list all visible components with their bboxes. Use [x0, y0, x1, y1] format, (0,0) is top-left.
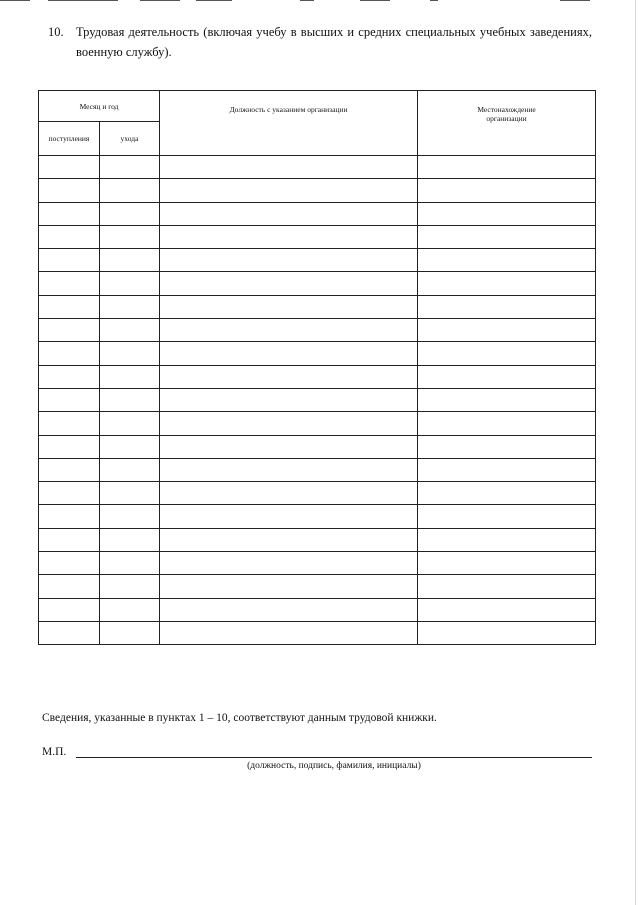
table-cell[interactable] [160, 365, 418, 388]
table-cell[interactable] [160, 156, 418, 179]
table-row [39, 295, 596, 318]
table-cell[interactable] [100, 458, 160, 481]
table-cell[interactable] [100, 435, 160, 458]
table-cell[interactable] [160, 621, 418, 644]
table-cell[interactable] [39, 621, 100, 644]
table-cell[interactable] [100, 552, 160, 575]
table-cell[interactable] [418, 575, 596, 598]
employment-table [38, 90, 596, 645]
table-row [39, 412, 596, 435]
table-cell[interactable] [418, 365, 596, 388]
header-location [418, 91, 596, 156]
table-cell[interactable] [160, 388, 418, 411]
item-number: 10. [48, 25, 64, 39]
table-cell[interactable] [39, 435, 100, 458]
confirmation-text: Сведения, указанные в пунктах 1 – 10, соответствуют данным трудовой книжки. [42, 712, 437, 724]
table-row [39, 552, 596, 575]
table-row [39, 272, 596, 295]
table-cell[interactable] [418, 319, 596, 342]
table-cell[interactable] [160, 552, 418, 575]
table-cell[interactable] [418, 295, 596, 318]
header-exit: ухода [100, 122, 160, 156]
table-row [39, 598, 596, 621]
table-cell[interactable] [418, 202, 596, 225]
table-cell[interactable] [418, 621, 596, 644]
header-month-year: Месяц и год [39, 91, 160, 122]
table-cell[interactable] [160, 272, 418, 295]
table-cell[interactable] [160, 319, 418, 342]
table-cell[interactable] [39, 319, 100, 342]
table-cell[interactable] [100, 319, 160, 342]
table-cell[interactable] [100, 388, 160, 411]
header-entry: поступления [39, 122, 100, 156]
table-cell[interactable] [418, 388, 596, 411]
table-row [39, 202, 596, 225]
table-cell[interactable] [160, 528, 418, 551]
table-cell[interactable] [160, 179, 418, 202]
table-row [39, 482, 596, 505]
table-cell[interactable] [39, 388, 100, 411]
table-row [39, 225, 596, 248]
table-cell[interactable] [39, 225, 100, 248]
table-cell[interactable] [39, 202, 100, 225]
table-cell[interactable] [100, 528, 160, 551]
table-cell[interactable] [100, 156, 160, 179]
table-cell[interactable] [39, 365, 100, 388]
table-row [39, 621, 596, 644]
table-cell[interactable] [160, 295, 418, 318]
item-text: Трудовая деятельность (включая учебу в высших и средних специальных учебных заведениях, военную службу). [76, 25, 592, 59]
table-cell[interactable] [418, 272, 596, 295]
stamp-label: М.П. [42, 746, 67, 758]
table-cell[interactable] [418, 528, 596, 551]
table-cell[interactable] [39, 552, 100, 575]
table-cell[interactable] [160, 202, 418, 225]
table-row [39, 575, 596, 598]
table-cell[interactable] [39, 342, 100, 365]
top-rule [0, 0, 640, 3]
table-row [39, 435, 596, 458]
table-cell[interactable] [100, 272, 160, 295]
table-cell[interactable] [100, 482, 160, 505]
table-cell[interactable] [39, 295, 100, 318]
table-cell[interactable] [39, 249, 100, 272]
table-row [39, 319, 596, 342]
table-cell[interactable] [100, 179, 160, 202]
table-cell[interactable] [418, 435, 596, 458]
table-cell[interactable] [39, 598, 100, 621]
table-cell[interactable] [160, 435, 418, 458]
table-cell[interactable] [160, 458, 418, 481]
table-cell[interactable] [418, 598, 596, 621]
table-cell[interactable] [39, 156, 100, 179]
table-cell[interactable] [100, 621, 160, 644]
table-row [39, 365, 596, 388]
signature-caption: (должность, подпись, фамилия, инициалы) [247, 761, 421, 771]
table-cell[interactable] [39, 505, 100, 528]
table-cell[interactable] [100, 202, 160, 225]
table-row [39, 156, 596, 179]
table-cell[interactable] [39, 272, 100, 295]
table-cell[interactable] [39, 575, 100, 598]
table-cell[interactable] [160, 598, 418, 621]
table-cell[interactable] [100, 249, 160, 272]
table-cell[interactable] [418, 156, 596, 179]
table-row [39, 342, 596, 365]
signature-line[interactable] [76, 757, 592, 758]
table-row [39, 505, 596, 528]
table-cell[interactable] [160, 249, 418, 272]
table-cell[interactable] [160, 575, 418, 598]
table-cell[interactable] [39, 412, 100, 435]
table-cell[interactable] [160, 342, 418, 365]
table-row [39, 528, 596, 551]
table-cell[interactable] [160, 225, 418, 248]
table-cell[interactable] [100, 225, 160, 248]
table-cell[interactable] [100, 412, 160, 435]
table-cell[interactable] [160, 505, 418, 528]
table-cell[interactable] [39, 458, 100, 481]
table-cell[interactable] [39, 482, 100, 505]
table-row [39, 458, 596, 481]
table-cell[interactable] [100, 598, 160, 621]
header-location-text: Местонахождение организации [477, 105, 536, 123]
table-row [39, 179, 596, 202]
table-cell[interactable] [100, 342, 160, 365]
table-cell[interactable] [39, 528, 100, 551]
table-cell[interactable] [100, 575, 160, 598]
page-edge [635, 0, 636, 905]
table-row [39, 249, 596, 272]
table-cell[interactable] [418, 458, 596, 481]
table-cell[interactable] [418, 179, 596, 202]
table-cell[interactable] [100, 505, 160, 528]
table-cell[interactable] [418, 225, 596, 248]
table-row [39, 388, 596, 411]
table-cell[interactable] [160, 482, 418, 505]
table-cell[interactable] [160, 412, 418, 435]
table-cell[interactable] [418, 342, 596, 365]
table-cell[interactable] [418, 505, 596, 528]
table-cell[interactable] [418, 482, 596, 505]
table-cell[interactable] [100, 365, 160, 388]
table-cell[interactable] [418, 412, 596, 435]
table-cell[interactable] [418, 552, 596, 575]
table-cell[interactable] [100, 295, 160, 318]
table-cell[interactable] [418, 249, 596, 272]
table-cell[interactable] [39, 179, 100, 202]
header-position: Должность с указанием организации [160, 91, 418, 156]
